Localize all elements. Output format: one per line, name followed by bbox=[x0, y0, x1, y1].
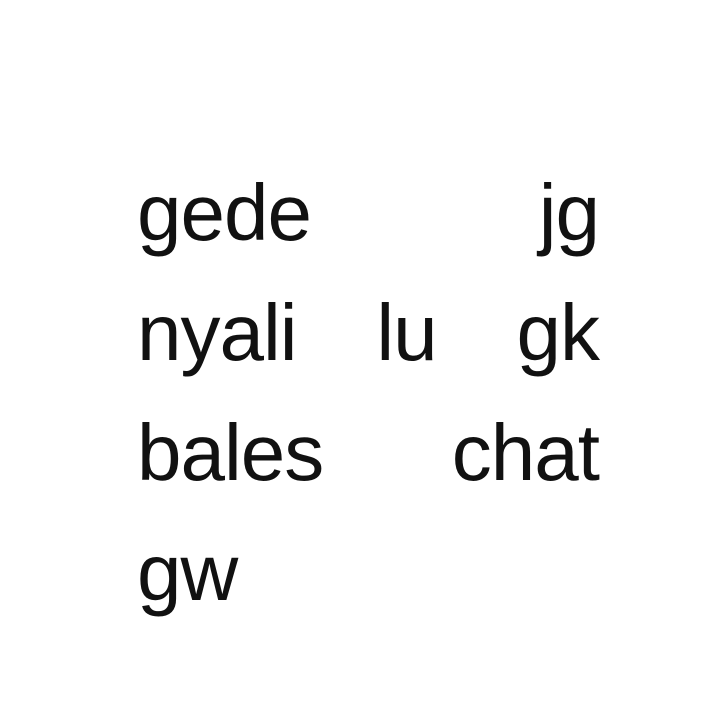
text-line-2 bbox=[137, 273, 599, 393]
word-nyali: nyali bbox=[137, 288, 297, 377]
word-bales: bales bbox=[137, 408, 324, 497]
text-line-4 bbox=[137, 513, 599, 633]
text-line-3 bbox=[137, 393, 599, 513]
word-jg: jg bbox=[538, 168, 599, 257]
text-line-1 bbox=[137, 153, 599, 273]
meme-text-block bbox=[137, 153, 599, 633]
word-chat: chat bbox=[451, 408, 599, 497]
word-gw: gw bbox=[137, 528, 238, 617]
word-lu: lu bbox=[376, 288, 437, 377]
word-gede: gede bbox=[137, 168, 311, 257]
word-gk: gk bbox=[516, 288, 599, 377]
